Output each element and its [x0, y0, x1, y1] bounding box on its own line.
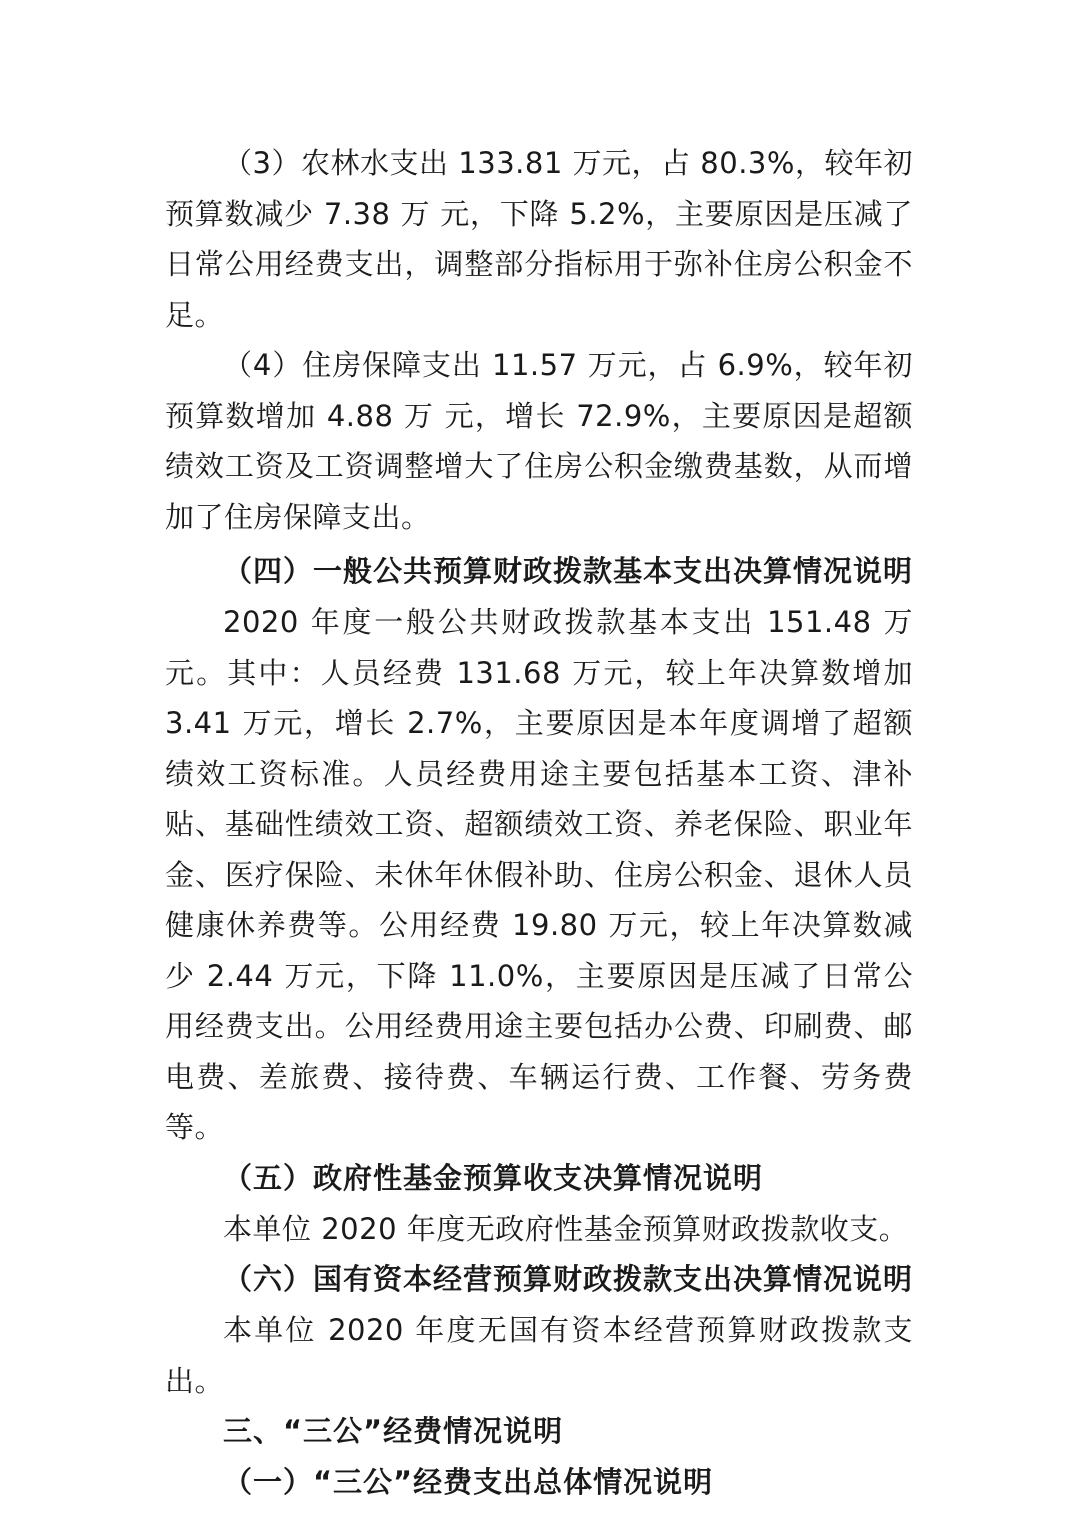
paragraph-basic-expenditure: 2020 年度一般公共财政拨款基本支出 151.48 万元。其中：人员经费 131.68 万元，较上年决算数增加 3.41 万元，增长 2.7%，主要原因是本年度调增了超额绩效工资标准。人员经费用途主要包括基本工资、津补贴、基础性绩效工资、超额绩效工资、养老保险、职业年金、医疗保险、未休年休假补助、住房公积金、退休人员健康休养费等。公用经费 19.80 万元，较上年决算数减少 2.44 万元，下降 11.0%，主要原因是压减了日常公用经费支出。公用经费用途主要包括办公费、印刷费、邮电费、差旅费、接待费、车辆运行费、工作餐、劳务费等。 [165, 605, 913, 1144]
chapter-heading-three: 三、“三公”经费情况说明 [223, 1414, 564, 1448]
section-heading-three-1: （一）“三公”经费支出总体情况说明 [223, 1465, 714, 1499]
section-heading-5: （五）政府性基金预算收支决算情况说明 [223, 1160, 764, 1195]
section-heading-4: （四）一般公共预算财政拨款基本支出决算情况说明 [223, 554, 914, 588]
paragraph-state-capital: 本单位 2020 年度无国有资本经营预算财政拨款支出。 [165, 1313, 913, 1398]
section-heading-6: （六）国有资本经营预算财政拨款支出决算情况说明 [223, 1262, 914, 1296]
document-body [165, 138, 913, 1508]
paragraph-agriculture-expenditure: （3）农林水支出 133.81 万元，占 80.3%，较年初预算数减少 7.38 万 元，下降 5.2%，主要原因是压减了日常公用经费支出，调整部分指标用于弥补住房公积金不足。 [165, 146, 913, 332]
paragraph-government-fund: 本单位 2020 年度无政府性基金预算财政拨款收支。 [223, 1211, 909, 1246]
paragraph-housing-expenditure: （4）住房保障支出 11.57 万元，占 6.9%，较年初预算数增加 4.88 万 元，增长 72.9%，主要原因是超额绩效工资及工资调整增大了住房公积金缴费基数，从而增加了住房保障支出。 [165, 348, 913, 534]
